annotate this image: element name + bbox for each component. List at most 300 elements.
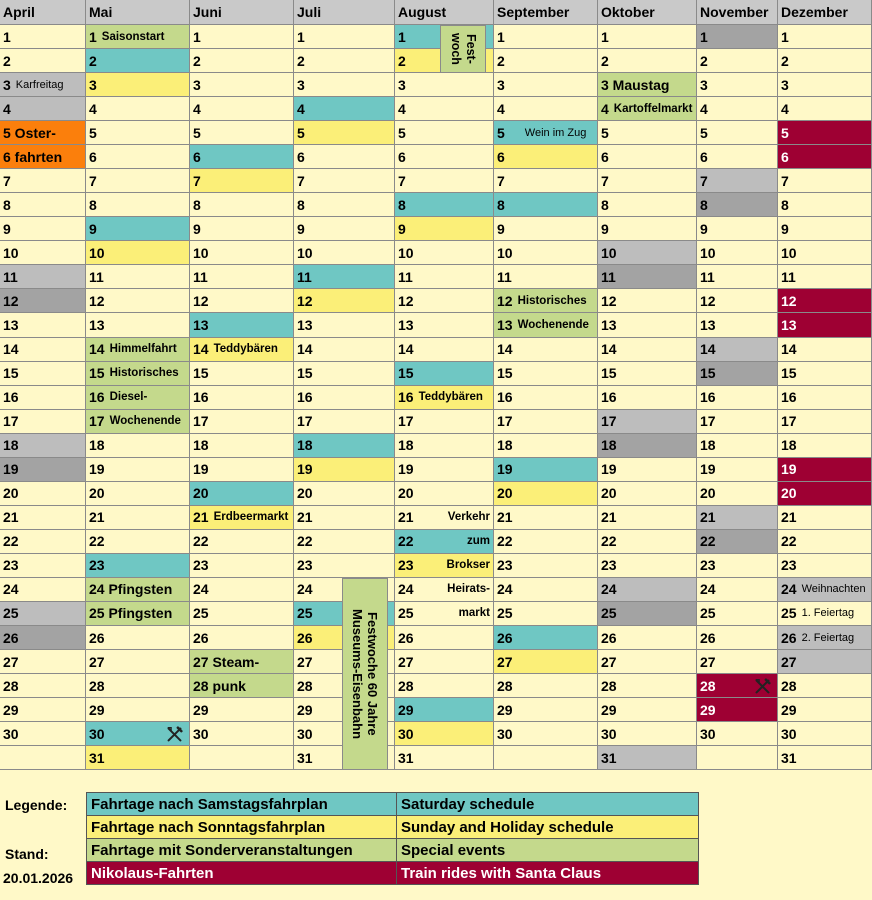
day-number: 19 bbox=[3, 461, 19, 478]
day-number: 12 bbox=[3, 292, 19, 309]
day-cell bbox=[86, 458, 190, 482]
day-number: 12 bbox=[601, 292, 617, 309]
day-number: 31 bbox=[297, 749, 313, 766]
day-number: 6 bbox=[700, 148, 708, 165]
month-header-august: August bbox=[395, 0, 494, 25]
day-cell bbox=[697, 145, 778, 169]
day-cell bbox=[86, 650, 190, 674]
day-cell bbox=[86, 722, 190, 746]
day-number: 3 bbox=[297, 76, 305, 93]
day-cell bbox=[778, 410, 872, 434]
day-number: 31 bbox=[601, 749, 617, 766]
day-cell bbox=[0, 674, 86, 698]
day-number: 4 bbox=[193, 100, 201, 117]
day-cell bbox=[294, 482, 395, 506]
day-cell bbox=[190, 338, 294, 362]
day-number: 9 bbox=[3, 220, 11, 237]
day-cell bbox=[395, 434, 494, 458]
day-cell bbox=[190, 626, 294, 650]
day-cell bbox=[598, 289, 697, 313]
event-note: Saisonstart bbox=[101, 30, 165, 43]
day-number: 2 bbox=[3, 52, 11, 69]
day-number: 13 bbox=[193, 316, 209, 333]
day-cell bbox=[697, 578, 778, 602]
day-number: 23 bbox=[3, 557, 19, 574]
day-number: 4 bbox=[3, 100, 11, 117]
day-cell bbox=[190, 289, 294, 313]
day-cell bbox=[778, 482, 872, 506]
day-cell bbox=[86, 746, 190, 770]
day-cell bbox=[494, 602, 598, 626]
day-number: 4 bbox=[497, 100, 505, 117]
day-cell bbox=[598, 554, 697, 578]
day-cell bbox=[598, 49, 697, 73]
day-cell bbox=[598, 746, 697, 770]
day-number: 15 bbox=[398, 365, 414, 382]
day-cell bbox=[494, 362, 598, 386]
day-cell bbox=[395, 73, 494, 97]
day-cell bbox=[190, 73, 294, 97]
day-cell bbox=[494, 698, 598, 722]
day-number: 2 bbox=[398, 52, 406, 69]
day-number: 30 bbox=[89, 725, 105, 742]
day-cell bbox=[0, 626, 86, 650]
day-number: 14 bbox=[297, 341, 313, 358]
day-cell bbox=[294, 410, 395, 434]
day-number: 13 bbox=[497, 316, 513, 333]
day-number: 14 bbox=[89, 341, 105, 358]
day-cell bbox=[494, 97, 598, 121]
day-number: 10 bbox=[193, 244, 209, 261]
day-number: 24 bbox=[497, 581, 513, 598]
day-number: 1 bbox=[297, 28, 305, 45]
day-cell bbox=[697, 97, 778, 121]
day-number: 8 bbox=[297, 196, 305, 213]
day-cell bbox=[494, 73, 598, 97]
day-number: 12 bbox=[398, 292, 414, 309]
day-cell bbox=[190, 410, 294, 434]
day-number: 15 bbox=[781, 365, 797, 382]
day-number: 26 bbox=[193, 629, 209, 646]
day-cell bbox=[86, 217, 190, 241]
day-cell bbox=[778, 578, 872, 602]
event-note: Historisches bbox=[109, 367, 179, 380]
august-event-text: zum bbox=[467, 534, 490, 547]
day-cell bbox=[494, 193, 598, 217]
day-number: 20 bbox=[700, 485, 716, 502]
day-cell bbox=[697, 506, 778, 530]
day-number: 21 bbox=[700, 509, 716, 526]
day-cell bbox=[190, 49, 294, 73]
day-number: 22 bbox=[297, 533, 313, 550]
month-header-juli: Juli bbox=[294, 0, 395, 25]
day-cell bbox=[0, 506, 86, 530]
day-cell bbox=[190, 241, 294, 265]
day-cell bbox=[697, 650, 778, 674]
month-header-dezember: Dezember bbox=[778, 0, 872, 25]
day-number: 9 bbox=[193, 220, 201, 237]
august-event-text: Heirats- bbox=[447, 582, 490, 595]
day-number: 6 bbox=[193, 148, 201, 165]
day-label: 24 Pfingsten bbox=[89, 581, 173, 598]
day-number: 14 bbox=[781, 341, 797, 358]
day-number: 19 bbox=[601, 461, 617, 478]
day-cell bbox=[395, 193, 494, 217]
day-cell bbox=[190, 362, 294, 386]
event-note: 1. Feiertag bbox=[801, 607, 855, 620]
day-cell bbox=[697, 49, 778, 73]
day-cell bbox=[294, 554, 395, 578]
day-number: 16 bbox=[193, 389, 209, 406]
day-cell bbox=[494, 313, 598, 337]
day-number: 14 bbox=[601, 341, 617, 358]
day-number: 29 bbox=[700, 701, 716, 718]
day-cell bbox=[494, 49, 598, 73]
day-number: 14 bbox=[398, 341, 414, 358]
legend-label-de: Nikolaus-Fahrten bbox=[87, 862, 397, 885]
day-cell bbox=[0, 217, 86, 241]
day-cell bbox=[294, 169, 395, 193]
day-cell bbox=[494, 554, 598, 578]
day-cell bbox=[494, 121, 598, 145]
day-cell bbox=[598, 458, 697, 482]
day-number: 28 bbox=[497, 677, 513, 694]
day-cell bbox=[395, 241, 494, 265]
event-note: Wochenende bbox=[109, 415, 181, 428]
day-number: 8 bbox=[497, 196, 505, 213]
day-number: 16 bbox=[3, 389, 19, 406]
day-cell bbox=[0, 410, 86, 434]
day-cell bbox=[86, 241, 190, 265]
day-cell bbox=[395, 482, 494, 506]
day-cell bbox=[395, 217, 494, 241]
day-cell bbox=[494, 530, 598, 554]
day-number: 19 bbox=[297, 461, 313, 478]
day-number: 11 bbox=[193, 268, 208, 285]
day-number: 19 bbox=[700, 461, 716, 478]
day-number: 6 bbox=[497, 148, 505, 165]
day-cell bbox=[778, 241, 872, 265]
day-number: 24 bbox=[3, 581, 19, 598]
day-cell bbox=[598, 674, 697, 698]
day-cell bbox=[778, 674, 872, 698]
day-number: 23 bbox=[497, 557, 513, 574]
day-number: 26 bbox=[700, 629, 716, 646]
day-cell bbox=[494, 674, 598, 698]
day-cell bbox=[86, 530, 190, 554]
day-number: 23 bbox=[297, 557, 313, 574]
day-number: 12 bbox=[781, 292, 797, 309]
stand-label: Stand: bbox=[5, 846, 49, 862]
day-cell bbox=[0, 97, 86, 121]
day-number: 12 bbox=[297, 292, 313, 309]
day-number: 11 bbox=[497, 268, 512, 285]
empty-cell bbox=[0, 746, 86, 770]
day-number: 1 bbox=[700, 28, 708, 45]
day-number: 27 bbox=[497, 653, 513, 670]
day-number: 3 bbox=[781, 76, 789, 93]
day-number: 14 bbox=[497, 341, 513, 358]
festwoche-text: Festwoche 60 Jahre Museums-Eisenbahn bbox=[350, 608, 380, 740]
day-number: 11 bbox=[601, 268, 616, 285]
day-number: 15 bbox=[700, 365, 716, 382]
day-cell bbox=[598, 97, 697, 121]
day-number: 30 bbox=[398, 725, 414, 742]
day-cell bbox=[598, 434, 697, 458]
day-number: 24 bbox=[398, 581, 414, 598]
day-number: 7 bbox=[398, 172, 406, 189]
day-number: 27 bbox=[3, 653, 19, 670]
day-number: 3 bbox=[89, 76, 97, 93]
day-cell bbox=[86, 25, 190, 49]
day-number: 20 bbox=[193, 485, 209, 502]
day-number: 19 bbox=[193, 461, 209, 478]
day-number: 3 bbox=[3, 76, 11, 93]
day-number: 2 bbox=[700, 52, 708, 69]
day-cell bbox=[395, 289, 494, 313]
day-cell bbox=[598, 602, 697, 626]
day-number: 26 bbox=[497, 629, 513, 646]
legend-row bbox=[87, 862, 699, 885]
day-number: 22 bbox=[3, 533, 19, 550]
day-cell bbox=[0, 722, 86, 746]
day-cell bbox=[294, 97, 395, 121]
day-number: 11 bbox=[781, 268, 796, 285]
day-cell bbox=[697, 410, 778, 434]
day-cell bbox=[395, 362, 494, 386]
day-cell bbox=[190, 458, 294, 482]
day-number: 10 bbox=[398, 244, 414, 261]
day-cell bbox=[494, 410, 598, 434]
day-number: 30 bbox=[297, 725, 313, 742]
day-cell bbox=[86, 674, 190, 698]
day-label: 3 Maustag bbox=[601, 76, 670, 93]
month-header-september: September bbox=[494, 0, 598, 25]
day-cell bbox=[190, 578, 294, 602]
day-number: 5 bbox=[193, 124, 201, 141]
day-cell bbox=[86, 265, 190, 289]
day-number: 17 bbox=[3, 413, 19, 430]
day-cell bbox=[86, 602, 190, 626]
day-cell bbox=[494, 578, 598, 602]
day-cell bbox=[86, 482, 190, 506]
day-number: 18 bbox=[398, 437, 414, 454]
day-number: 3 bbox=[398, 76, 406, 93]
august-event-text: markt bbox=[458, 606, 490, 619]
day-cell bbox=[395, 97, 494, 121]
day-number: 2 bbox=[297, 52, 305, 69]
august-event-text: Brokser bbox=[446, 558, 490, 571]
fork-knife-icon bbox=[166, 726, 183, 743]
day-cell bbox=[778, 434, 872, 458]
day-number: 25 bbox=[601, 605, 617, 622]
day-cell bbox=[0, 602, 86, 626]
legend-row bbox=[87, 793, 699, 816]
day-number: 31 bbox=[89, 749, 105, 766]
day-cell bbox=[494, 25, 598, 49]
day-label: 27 Steam- bbox=[193, 653, 260, 670]
day-cell bbox=[294, 386, 395, 410]
day-cell bbox=[395, 722, 494, 746]
day-number: 21 bbox=[193, 509, 209, 526]
day-number: 11 bbox=[3, 268, 18, 285]
day-number: 15 bbox=[3, 365, 19, 382]
legend-title: Legende: bbox=[5, 797, 68, 813]
day-number: 5 bbox=[297, 124, 305, 141]
day-number: 8 bbox=[398, 196, 406, 213]
day-number: 17 bbox=[89, 413, 105, 430]
day-cell bbox=[778, 458, 872, 482]
event-note: Erdbeermarkt bbox=[213, 511, 289, 524]
day-cell bbox=[294, 434, 395, 458]
day-cell bbox=[86, 73, 190, 97]
day-cell bbox=[395, 458, 494, 482]
day-number: 26 bbox=[398, 629, 414, 646]
day-cell bbox=[697, 386, 778, 410]
day-number: 1 bbox=[398, 28, 406, 45]
day-number: 28 bbox=[89, 677, 105, 694]
day-cell bbox=[190, 506, 294, 530]
legend-label-de: Fahrtage mit Sonderveranstaltungen bbox=[87, 839, 397, 862]
day-cell bbox=[494, 386, 598, 410]
day-number: 25 bbox=[398, 605, 414, 622]
day-cell bbox=[778, 722, 872, 746]
day-cell bbox=[697, 698, 778, 722]
day-cell bbox=[86, 626, 190, 650]
month-header-april: April bbox=[0, 0, 86, 25]
day-cell bbox=[86, 338, 190, 362]
day-number: 9 bbox=[297, 220, 305, 237]
day-label: 28 punk bbox=[193, 677, 246, 694]
day-cell bbox=[0, 49, 86, 73]
day-number: 28 bbox=[601, 677, 617, 694]
day-cell bbox=[0, 241, 86, 265]
festwoch-text: Fest- woch bbox=[449, 33, 478, 65]
empty-cell bbox=[190, 746, 294, 770]
day-number: 22 bbox=[398, 533, 414, 550]
day-number: 2 bbox=[497, 52, 505, 69]
day-number: 1 bbox=[781, 28, 789, 45]
day-number: 1 bbox=[3, 28, 11, 45]
day-number: 15 bbox=[297, 365, 313, 382]
day-cell bbox=[598, 626, 697, 650]
day-cell bbox=[395, 698, 494, 722]
day-cell bbox=[697, 554, 778, 578]
day-number: 18 bbox=[3, 437, 19, 454]
day-number: 18 bbox=[193, 437, 209, 454]
day-cell bbox=[294, 530, 395, 554]
day-number: 22 bbox=[601, 533, 617, 550]
day-cell bbox=[395, 338, 494, 362]
day-number: 1 bbox=[497, 28, 505, 45]
day-cell bbox=[86, 121, 190, 145]
day-cell bbox=[697, 434, 778, 458]
day-number: 4 bbox=[700, 100, 708, 117]
day-cell bbox=[190, 25, 294, 49]
day-number: 17 bbox=[781, 413, 797, 430]
day-number: 20 bbox=[297, 485, 313, 502]
day-label: 5 Oster- bbox=[3, 124, 56, 141]
day-number: 9 bbox=[398, 220, 406, 237]
day-number: 7 bbox=[601, 172, 609, 189]
day-number: 28 bbox=[398, 677, 414, 694]
day-cell bbox=[494, 650, 598, 674]
legend-row bbox=[87, 816, 699, 839]
day-cell bbox=[0, 698, 86, 722]
day-cell bbox=[598, 169, 697, 193]
day-number: 22 bbox=[497, 533, 513, 550]
day-number: 12 bbox=[89, 292, 105, 309]
legend-label-en: Sunday and Holiday schedule bbox=[397, 816, 699, 839]
day-number: 26 bbox=[89, 629, 105, 646]
day-number: 31 bbox=[398, 749, 414, 766]
day-number: 30 bbox=[3, 725, 19, 742]
day-cell bbox=[190, 145, 294, 169]
day-number: 31 bbox=[781, 749, 797, 766]
day-number: 10 bbox=[89, 244, 105, 261]
event-note: Teddybären bbox=[418, 391, 483, 404]
legend-row bbox=[87, 839, 699, 862]
day-cell bbox=[697, 289, 778, 313]
day-number: 28 bbox=[297, 677, 313, 694]
day-cell bbox=[598, 338, 697, 362]
event-note: Historisches bbox=[517, 294, 587, 307]
day-cell bbox=[0, 289, 86, 313]
day-number: 8 bbox=[700, 196, 708, 213]
day-number: 12 bbox=[700, 292, 716, 309]
day-cell bbox=[778, 602, 872, 626]
day-number: 23 bbox=[193, 557, 209, 574]
event-note: Wein im Zug bbox=[524, 126, 587, 139]
day-cell bbox=[86, 362, 190, 386]
day-cell bbox=[598, 530, 697, 554]
day-cell bbox=[778, 506, 872, 530]
day-number: 21 bbox=[3, 509, 19, 526]
day-number: 13 bbox=[89, 316, 105, 333]
day-number: 30 bbox=[497, 725, 513, 742]
day-number: 27 bbox=[700, 653, 716, 670]
day-number: 17 bbox=[601, 413, 617, 430]
day-number: 20 bbox=[89, 485, 105, 502]
day-cell bbox=[0, 386, 86, 410]
day-cell bbox=[294, 506, 395, 530]
day-cell bbox=[395, 410, 494, 434]
day-cell bbox=[0, 650, 86, 674]
day-cell bbox=[778, 626, 872, 650]
day-number: 24 bbox=[297, 581, 313, 598]
day-cell bbox=[190, 386, 294, 410]
day-cell bbox=[598, 506, 697, 530]
day-number: 28 bbox=[700, 677, 716, 694]
day-cell bbox=[190, 434, 294, 458]
day-number: 18 bbox=[700, 437, 716, 454]
festwoche-60-jahre-banner bbox=[342, 578, 388, 770]
legend-label-en: Train rides with Santa Claus bbox=[397, 862, 699, 885]
day-cell bbox=[294, 145, 395, 169]
day-cell bbox=[0, 73, 86, 97]
day-cell bbox=[294, 73, 395, 97]
day-cell bbox=[0, 145, 86, 169]
day-number: 6 bbox=[297, 148, 305, 165]
day-cell bbox=[190, 121, 294, 145]
day-number: 13 bbox=[781, 316, 797, 333]
day-number: 7 bbox=[497, 172, 505, 189]
day-cell bbox=[190, 554, 294, 578]
day-number: 22 bbox=[700, 533, 716, 550]
day-cell bbox=[190, 217, 294, 241]
day-cell bbox=[190, 698, 294, 722]
day-cell bbox=[294, 241, 395, 265]
